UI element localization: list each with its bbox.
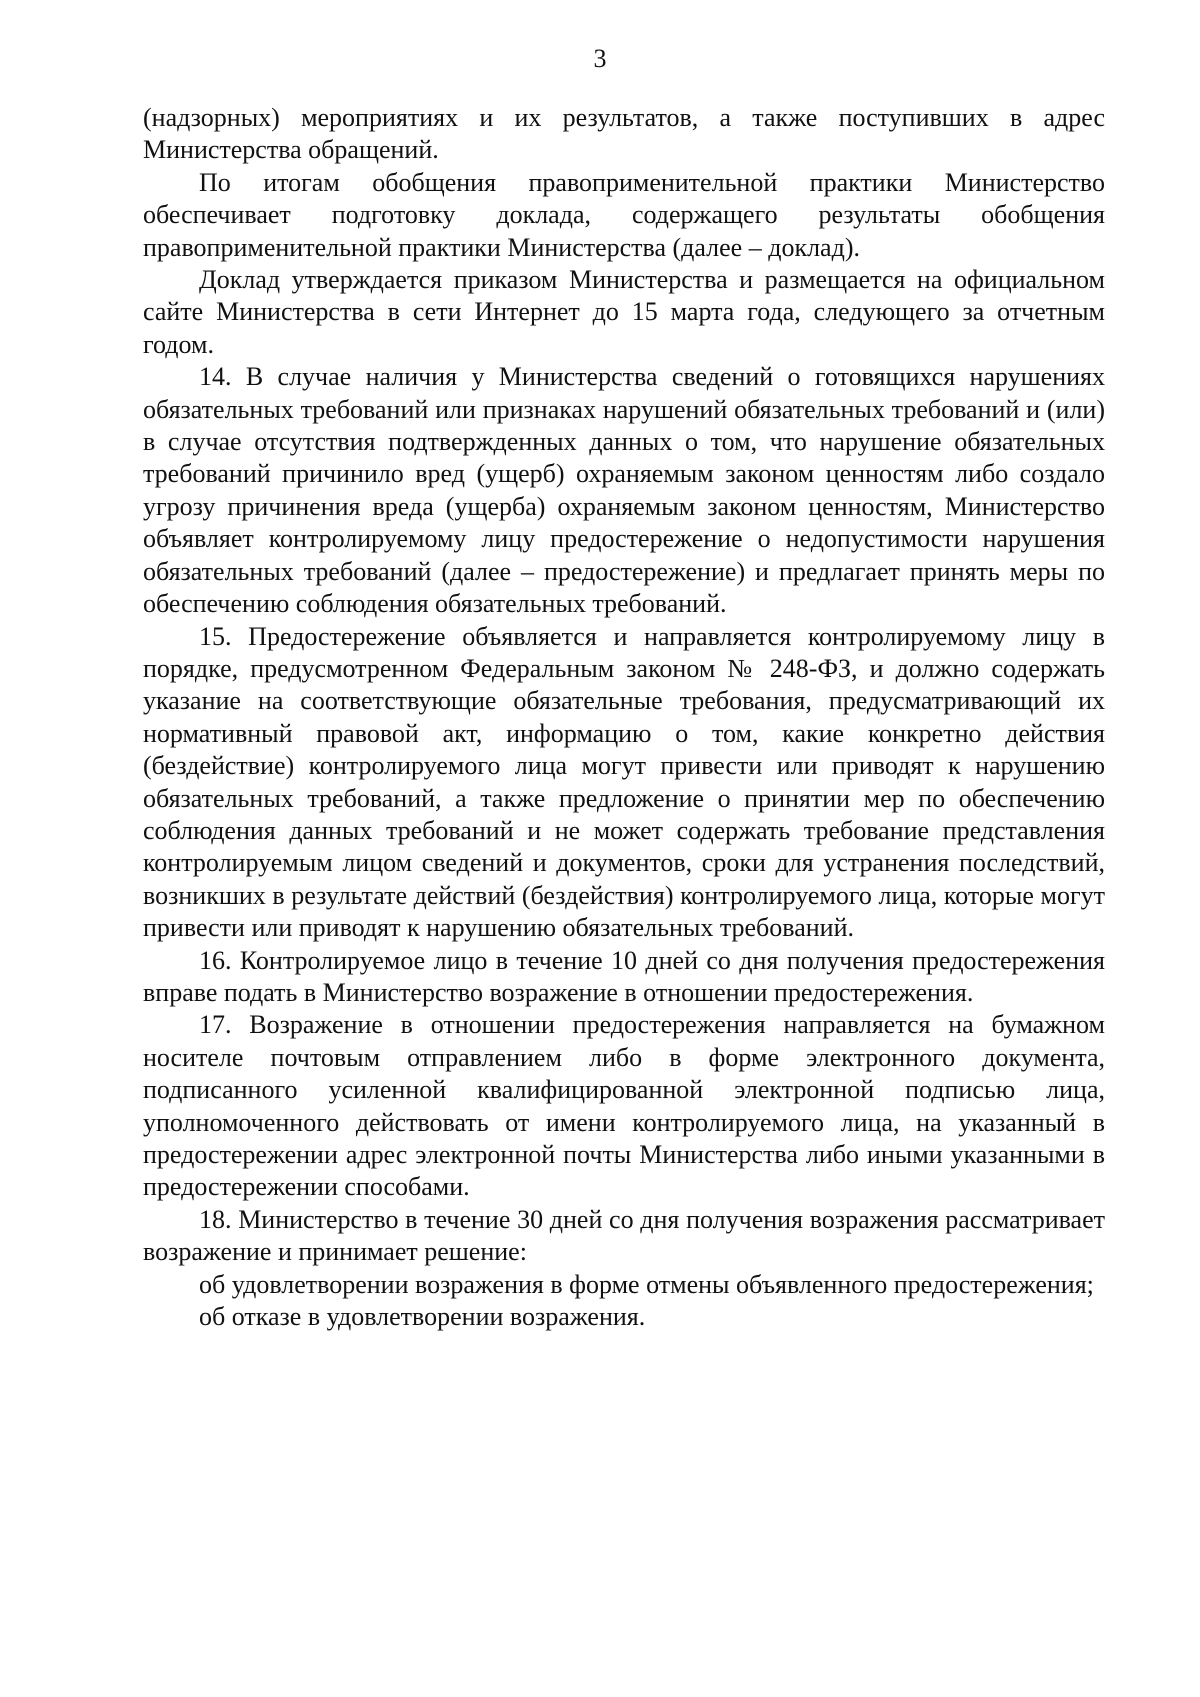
paragraph-item-14: 14. В случае наличия у Министерства сведений о готовящихся нарушениях обязательных требований или признаках нарушений обязательных требований и (или) в случае отсутствия подтвержденных данных о том, что нарушение обязательных требований причинило вред (ущерб) охраняемым законом ценностям либо создало угрозу причинения вреда (ущерба) охраняемым законом ценностям, Министерство объявляет контролируемому лицу предостережение о недопустимости нарушения обязательных требований (далее – предостережение) и предлагает принять меры по обеспечению соблюдения обязательных требований. xyxy=(143,362,1105,619)
paragraph-item-15: 15. Предостережение объявляется и направляется контролируемому лицу в порядке, предусмотренном Федеральным законом № 248-ФЗ, и должно содержать указание на соответствующие обязательные требования, предусматривающий их нормативный правовой акт, информацию о том, какие конкретно действия (бездействие) контролируемого лица могут привести или приводят к нарушению обязательных требований, а также предложение о принятии мер по обеспечению соблюдения данных требований и не может содержать требование представления контролируемым лицом сведений и документов, сроки для устранения последствий, возникших в результате действий (бездействия) контролируемого лица, которые могут привести или приводят к нарушению обязательных требований. xyxy=(143,621,1105,943)
paragraph-item-16: 16. Контролируемое лицо в течение 10 дней со дня получения предостережения вправе подать в Министерство возражение в отношении предостережения. xyxy=(143,945,1105,1007)
paragraph-item-17: 17. Возражение в отношении предостережения направляется на бумажном носителе почтовым отправлением либо в форме электронного документа, подписанного усиленной квалифицированной электронной подписью лица, уполномоченного действовать от имени контролируемого лица, на указанный в предостережении адрес электронной почты Министерства либо иными указанными в предостережении способами. xyxy=(143,1010,1105,1202)
paragraph-decision-option-2: об отказе в удовлетворении возражения. xyxy=(199,1302,646,1332)
paragraph-practice-summary: По итогам обобщения правоприменительной практики Министерство обеспечивает подготовку доклада, содержащего результаты обобщения правоприменительной практики Министерства (далее – доклад). xyxy=(143,167,1105,262)
paragraph-item-18: 18. Министерство в течение 30 дней со дня получения возражения рассматривает возражение и принимает решение: xyxy=(143,1204,1105,1267)
page-number: 3 xyxy=(593,44,607,73)
paragraph-report-approval: Доклад утверждается приказом Министерства и размещается на официальном сайте Министерства в сети Интернет до 15 марта года, следующего за отчетным годом. xyxy=(143,265,1105,359)
paragraph-continuation: (надзорных) мероприятиях и их результатов, а также поступивших в адрес Министерства обращений. xyxy=(143,103,1105,165)
document-body xyxy=(143,102,1105,1333)
paragraph-decision-option-1: об удовлетворении возражения в форме отмены объявленного предостережения; xyxy=(199,1269,1094,1299)
